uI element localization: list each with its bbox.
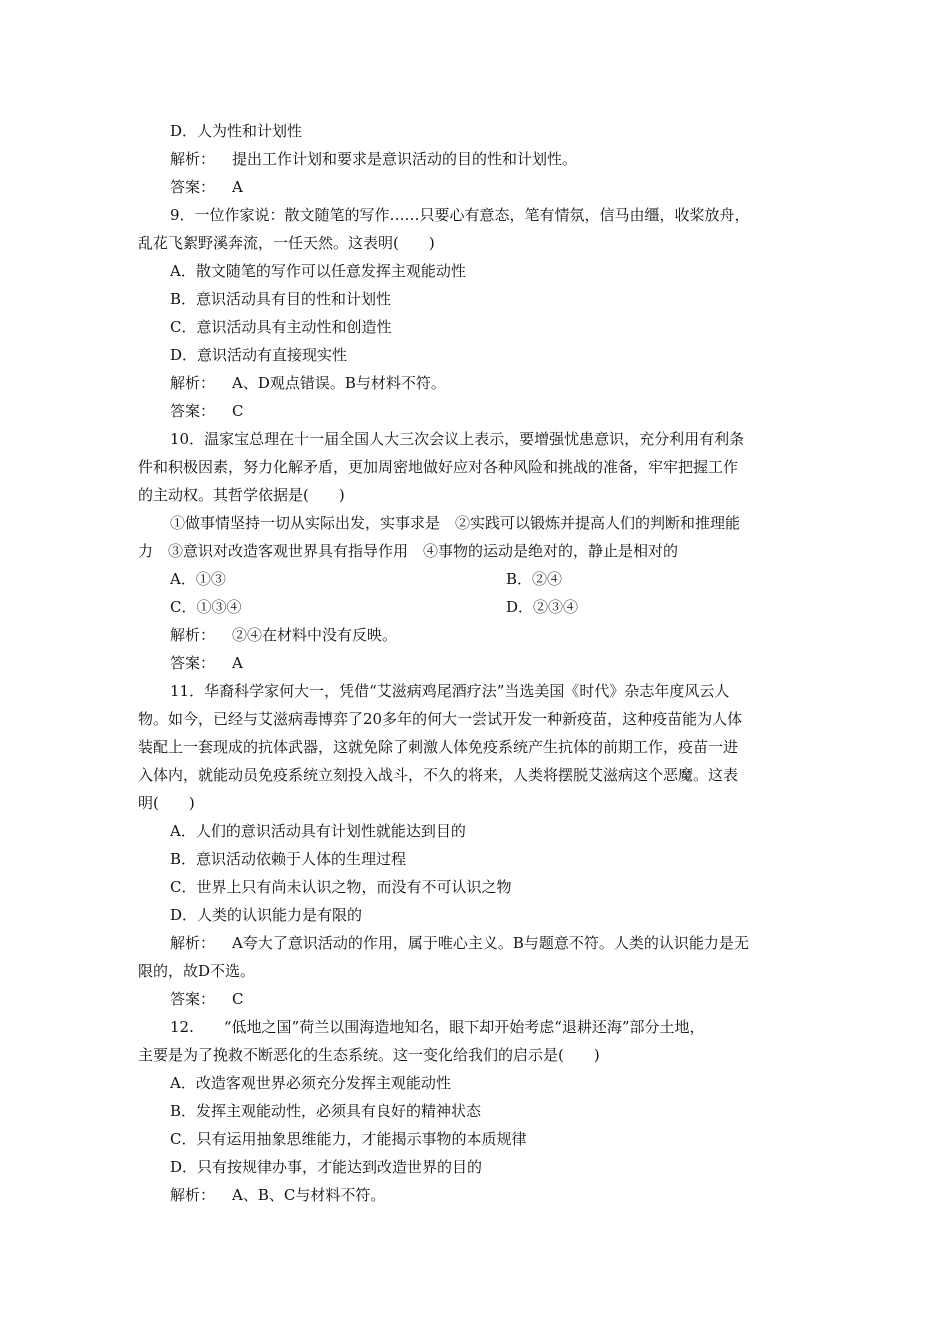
q12-option-b: B．发挥主观能动性，必须具有良好的精神状态 bbox=[170, 1102, 482, 1120]
q11-option-d: D．人类的认识能力是有限的 bbox=[170, 906, 363, 924]
q10-option-d: D．②③④ bbox=[506, 598, 579, 616]
q11-stem-line: 装配上一套现成的抗体武器，这就免除了刺激人体免疫系统产生抗体的前期工作，疫苗一进 bbox=[138, 738, 739, 756]
q9-answer bbox=[170, 400, 243, 422]
q10-option-c: C．①③④ bbox=[170, 598, 242, 616]
q10-option-b: B．②④ bbox=[506, 570, 563, 588]
analysis-text: A、D观点错误。B与材料不符。 bbox=[232, 374, 446, 392]
q8-option-d: D．人为性和计划性 bbox=[170, 122, 303, 140]
q12-stem-line: 主要是为了挽救不断恶化的生态系统。这一变化给我们的启示是( ) bbox=[138, 1046, 600, 1064]
q10-analysis bbox=[170, 624, 397, 646]
answer-text: A bbox=[232, 654, 243, 672]
answer-text: C bbox=[232, 990, 244, 1008]
q8-answer bbox=[170, 176, 243, 198]
analysis-text: A夸大了意识活动的作用，属于唯心主义。B与题意不符。人类的认识能力是无 bbox=[232, 934, 749, 952]
answer-text: A bbox=[232, 178, 243, 196]
analysis-label: 解析： bbox=[170, 374, 216, 392]
q9-option-a: A．散文随笔的写作可以任意发挥主观能动性 bbox=[170, 262, 466, 280]
q12-stem-line: 12. “低地之国”荷兰以围海造地知名，眼下却开始考虑“退耕还海”部分土地， bbox=[170, 1018, 705, 1036]
q9-option-b: B．意识活动具有目的性和计划性 bbox=[170, 290, 392, 308]
analysis-text: 提出工作计划和要求是意识活动的目的性和计划性。 bbox=[232, 150, 578, 168]
q11-analysis bbox=[170, 932, 749, 954]
q9-option-c: C．意识活动具有主动性和创造性 bbox=[170, 318, 392, 336]
q12-option-c: C．只有运用抽象思维能力，才能揭示事物的本质规律 bbox=[170, 1130, 527, 1148]
q9-option-d: D．意识活动有直接现实性 bbox=[170, 346, 348, 364]
q9-stem-line: 乱花飞絮野溪奔流，一任天然。这表明( ) bbox=[138, 234, 435, 252]
q11-stem-line: 11．华裔科学家何大一，凭借“艾滋病鸡尾酒疗法”当选美国《时代》杂志年度风云人 bbox=[170, 682, 730, 700]
q11-stem-line: 明( ) bbox=[138, 794, 195, 812]
q10-stem-line: 的主动权。其哲学依据是( ) bbox=[138, 486, 345, 504]
answer-label: 答案： bbox=[170, 178, 216, 196]
answer-text: C bbox=[232, 402, 244, 420]
answer-label: 答案： bbox=[170, 990, 216, 1008]
q11-stem-line: 入体内，就能动员免疫系统立刻投入战斗，不久的将来，人类将摆脱艾滋病这个恶魔。这表 bbox=[138, 766, 739, 784]
answer-label: 答案： bbox=[170, 402, 216, 420]
analysis-label: 解析： bbox=[170, 934, 216, 952]
analysis-label: 解析： bbox=[170, 150, 216, 168]
analysis-text: ②④在材料中没有反映。 bbox=[232, 626, 398, 644]
q12-option-a: A．改造客观世界必须充分发挥主观能动性 bbox=[170, 1074, 451, 1092]
q9-analysis bbox=[170, 372, 446, 394]
q11-option-b: B．意识活动依赖于人体的生理过程 bbox=[170, 850, 407, 868]
q11-analysis-cont: 限的，故D不选。 bbox=[138, 962, 256, 980]
q11-stem-line: 物。如今，已经与艾滋病毒博弈了20多年的何大一尝试开发一种新疫苗，这种疫苗能为人体 bbox=[138, 710, 743, 728]
q8-analysis bbox=[170, 148, 577, 170]
q12-option-d: D．只有按规律办事，才能达到改造世界的目的 bbox=[170, 1158, 483, 1176]
q10-items-line: ①做事情坚持一切从实际出发，实事求是 ②实践可以锻炼并提高人们的判断和推理能 bbox=[170, 514, 741, 532]
answer-label: 答案： bbox=[170, 654, 216, 672]
q10-items-line: 力 ③意识对改造客观世界具有指导作用 ④事物的运动是绝对的，静止是相对的 bbox=[138, 542, 679, 560]
q10-option-a: A．①③ bbox=[170, 570, 226, 588]
q11-option-a: A．人们的意识活动具有计划性就能达到目的 bbox=[170, 822, 466, 840]
q11-answer bbox=[170, 988, 243, 1010]
q9-stem-line: 9．一位作家说：散文随笔的写作……只要心有意态，笔有情氛，信马由缰，收桨放舟， bbox=[170, 206, 750, 224]
q11-option-c: C．世界上只有尚未认识之物，而没有不可认识之物 bbox=[170, 878, 512, 896]
q10-answer bbox=[170, 652, 243, 674]
q12-analysis bbox=[170, 1184, 385, 1206]
q10-stem-line: 10．温家宝总理在十一届全国人大三次会议上表示，要增强忧患意识，充分利用有利条 bbox=[170, 430, 745, 448]
analysis-label: 解析： bbox=[170, 1186, 216, 1204]
q10-stem-line: 件和积极因素，努力化解矛盾，更加周密地做好应对各种风险和挑战的准备，牢牢把握工作 bbox=[138, 458, 739, 476]
analysis-label: 解析： bbox=[170, 626, 216, 644]
analysis-text: A、B、C与材料不符。 bbox=[232, 1186, 386, 1204]
